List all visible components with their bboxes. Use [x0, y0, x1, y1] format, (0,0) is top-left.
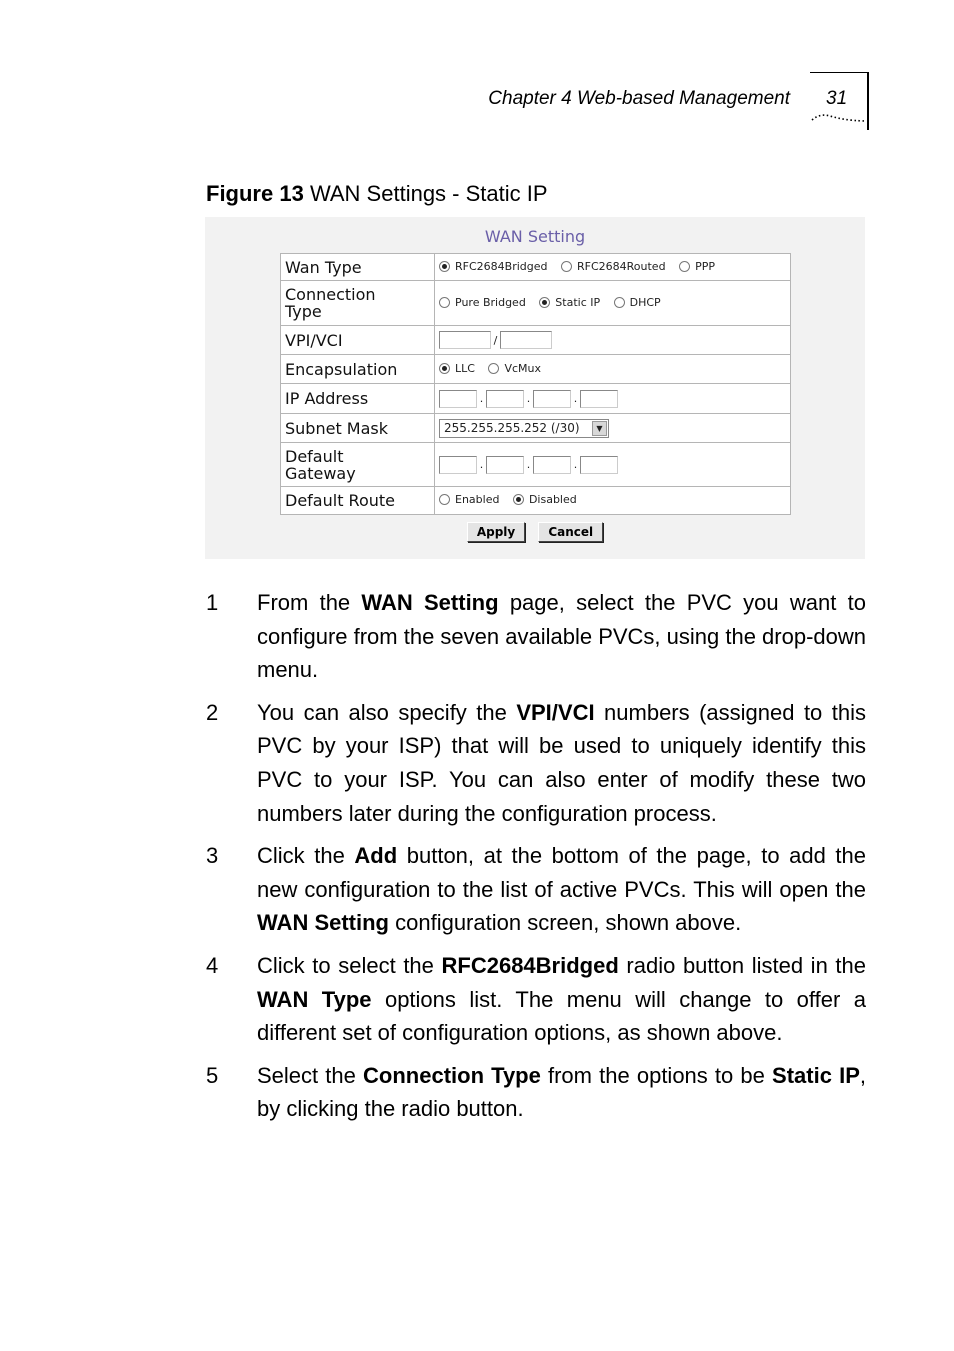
ip-octet-input[interactable] — [580, 390, 618, 408]
encapsulation-option[interactable]: LLC — [439, 362, 475, 375]
label-default-gateway: Default Gateway — [281, 443, 435, 487]
step-emphasis: RFC2684Bridged — [441, 952, 619, 978]
step-number: 1 — [206, 590, 219, 615]
radio-icon[interactable] — [439, 297, 450, 308]
step-text: from the options to be — [540, 1062, 773, 1088]
chapter-title: Chapter 4 Web-based Management — [488, 88, 790, 109]
row-wan-type — [281, 254, 791, 281]
chevron-down-icon[interactable]: ▼ — [592, 421, 607, 436]
subnet-mask-select[interactable] — [439, 419, 609, 438]
label-encapsulation: Encapsulation — [281, 355, 435, 384]
subnet-mask-cell — [435, 414, 791, 443]
default-route-options — [435, 487, 791, 515]
cancel-button[interactable]: Cancel — [538, 522, 603, 542]
label-ip-address: IP Address — [281, 384, 435, 414]
gateway-octet-input[interactable] — [580, 456, 618, 474]
default-route-option[interactable]: Enabled — [439, 493, 499, 506]
step-emphasis: Add — [354, 843, 398, 869]
step-text: radio button listed in the — [618, 952, 867, 978]
gateway-octet-input[interactable] — [439, 456, 477, 474]
step-item — [200, 949, 866, 1050]
connection-type-options — [435, 281, 791, 326]
step-text: button, at the bottom of the page, to add the new configuration to the list of active PVCs. This will open the — [257, 843, 866, 902]
default-gateway-inputs: . . . — [435, 443, 791, 487]
gateway-octet-input[interactable] — [533, 456, 571, 474]
ip-octet-input[interactable] — [439, 390, 477, 408]
ip-address-inputs: . . . — [435, 384, 791, 414]
encapsulation-options — [435, 355, 791, 384]
radio-icon[interactable] — [488, 363, 499, 374]
wan-type-option[interactable]: RFC2684Bridged — [439, 260, 548, 273]
radio-icon[interactable] — [679, 261, 690, 272]
row-ip-address — [281, 384, 791, 414]
button-row — [205, 521, 865, 542]
figure-label: Figure 13 — [206, 181, 304, 206]
radio-icon[interactable] — [439, 261, 450, 272]
radio-icon[interactable] — [614, 297, 625, 308]
step-number: 4 — [206, 952, 219, 978]
vci-input[interactable] — [500, 331, 552, 349]
connection-type-option[interactable]: Pure Bridged — [439, 296, 526, 309]
corner-rule-top — [810, 72, 869, 73]
step-text: page, select the PVC you want to configure from the seven available PVCs, using the drop-down menu. — [257, 590, 867, 683]
page-number: 31 — [826, 88, 848, 109]
connection-type-option[interactable]: Static IP — [539, 296, 600, 309]
wan-type-options — [435, 254, 791, 281]
row-connection-type — [281, 281, 791, 326]
decorative-dotted-curve — [810, 112, 867, 124]
label-default-route: Default Route — [281, 487, 435, 515]
label-subnet-mask: Subnet Mask — [281, 414, 435, 443]
step-emphasis: Connection Type — [363, 1062, 541, 1088]
step-item — [200, 839, 866, 940]
radio-icon[interactable] — [439, 494, 450, 505]
figure-caption — [206, 181, 548, 207]
wan-type-option[interactable]: RFC2684Routed — [561, 260, 666, 273]
row-vpi-vci — [281, 326, 791, 355]
radio-icon[interactable] — [561, 261, 572, 272]
step-emphasis: WAN Type — [257, 986, 372, 1012]
step-number: 2 — [206, 699, 219, 725]
figure-title: WAN Settings - Static IP — [309, 181, 548, 206]
step-text: numbers (assigned to this PVC by your ISP) that will be used to uniquely identify this PVC to your ISP. You can also enter of modify these two numbers later during the configuration process. — [257, 699, 866, 826]
radio-icon[interactable] — [439, 363, 450, 374]
row-encapsulation — [281, 355, 791, 384]
label-wan-type: Wan Type — [281, 254, 435, 281]
corner-rule-right — [867, 72, 869, 130]
radio-icon[interactable] — [539, 297, 550, 308]
connection-type-option[interactable]: DHCP — [614, 296, 661, 309]
wan-setting-form — [280, 253, 791, 515]
step-emphasis: WAN Setting — [361, 590, 499, 615]
step-text: Select the — [257, 1062, 364, 1088]
step-text: configuration screen, shown above. — [389, 910, 742, 936]
ip-octet-input[interactable] — [533, 390, 571, 408]
wan-type-option[interactable]: PPP — [679, 260, 715, 273]
step-item — [200, 1059, 866, 1126]
default-route-option[interactable]: Disabled — [513, 493, 577, 506]
row-subnet-mask — [281, 414, 791, 443]
row-default-route — [281, 487, 791, 515]
step-text: options list. The menu will change to offer a different set of configuration options, as shown above. — [257, 986, 866, 1046]
step-text: Click to select the — [257, 952, 442, 978]
instruction-steps — [200, 586, 866, 1135]
step-number: 5 — [206, 1062, 219, 1088]
apply-button[interactable]: Apply — [467, 522, 525, 542]
subnet-mask-value: 255.255.255.252 (/30) — [444, 421, 580, 435]
encapsulation-option[interactable]: VcMux — [488, 362, 541, 375]
step-emphasis: Static IP — [772, 1062, 860, 1088]
step-text: Click the — [257, 843, 355, 869]
vpi-vci-inputs: / — [435, 326, 791, 355]
ip-octet-input[interactable] — [486, 390, 524, 408]
step-number: 3 — [206, 843, 219, 869]
step-item — [200, 586, 866, 687]
wan-setting-title: WAN Setting — [484, 227, 586, 246]
row-default-gateway — [281, 443, 791, 487]
step-text: From the — [257, 590, 362, 615]
gateway-octet-input[interactable] — [486, 456, 524, 474]
step-item — [200, 696, 866, 830]
step-emphasis: VPI/VCI — [516, 699, 595, 725]
step-text: You can also specify the — [257, 699, 517, 725]
radio-icon[interactable] — [513, 494, 524, 505]
step-emphasis: WAN Setting — [257, 910, 389, 936]
label-vpi-vci: VPI/VCI — [281, 326, 435, 355]
label-connection-type: Connection Type — [281, 281, 435, 326]
vpi-input[interactable] — [439, 331, 491, 349]
step-text: , by clicking the radio button. — [257, 1062, 866, 1122]
wan-setting-screenshot — [205, 217, 865, 559]
